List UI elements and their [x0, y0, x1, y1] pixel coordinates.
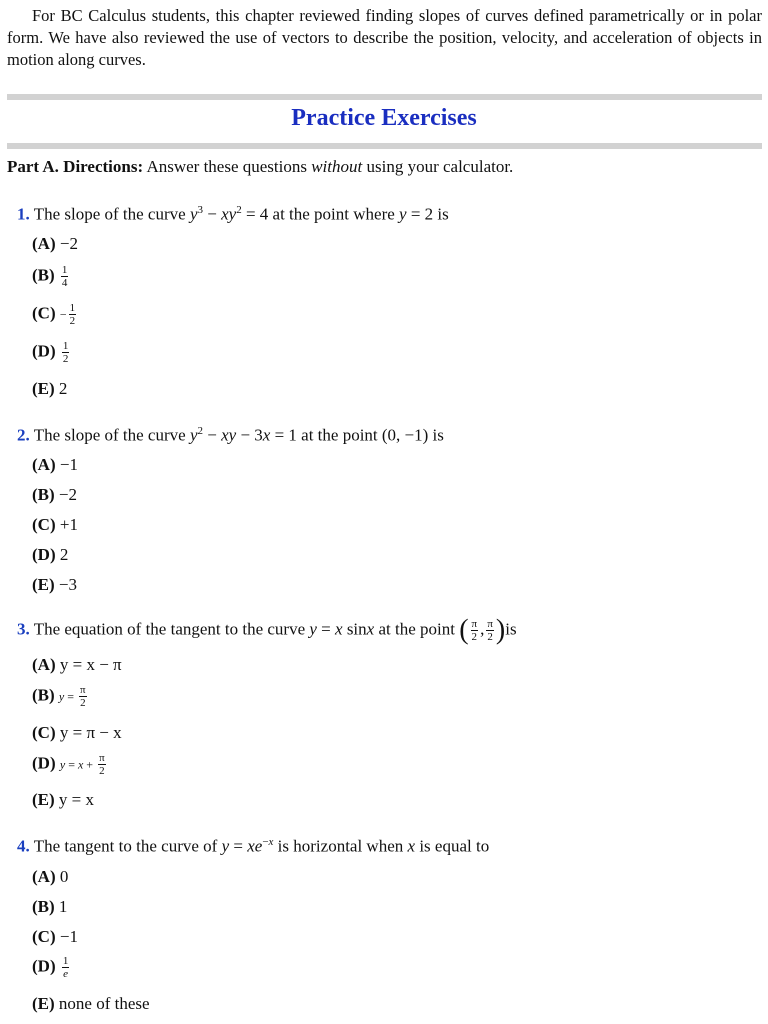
option-label: (C)	[32, 303, 56, 323]
option-text: y = x	[58, 790, 95, 809]
option-label: (C)	[32, 723, 56, 742]
question-number: 4.	[17, 836, 30, 856]
option-text: y = x − π	[59, 655, 122, 674]
question-1: 1. The slope of the curve $y^3 - xy^2 = 4$ at the point where y = 2 is	[17, 204, 449, 224]
option-text: 2	[59, 545, 69, 564]
option-label: (D)	[32, 341, 56, 361]
option-2c[interactable]	[32, 515, 78, 535]
option-text: y = π − x	[59, 723, 122, 742]
fraction-pi-2: $\frac{\pi}{2}$	[80, 684, 86, 709]
option-2b[interactable]	[32, 485, 77, 505]
question-4: 4. The tangent to the curve of $y = xe^{-x}$ is horizontal when x is equal to	[17, 836, 490, 856]
directions	[7, 157, 513, 177]
option-3d[interactable]: (D) y = x + $\frac{\pi}{2}$	[32, 752, 105, 777]
option-text: none of these	[58, 994, 150, 1013]
option-3a[interactable]	[32, 655, 122, 675]
option-text: −2	[58, 485, 78, 504]
option-4b[interactable]	[32, 897, 67, 917]
option-2a[interactable]	[32, 455, 78, 475]
option-1a[interactable]	[32, 234, 78, 254]
question-2: 2. The slope of the curve $y^2$ − xy − 3x = 1 at the point (0, −1) is	[17, 425, 444, 445]
option-label: (D)	[32, 956, 56, 976]
option-label: (C)	[32, 927, 56, 946]
option-label: (B)	[32, 485, 55, 504]
directions-label: Part A. Directions:	[7, 157, 144, 176]
question-3: 3. The equation of the tangent to the curve y = x sinx at the point ( $\frac{\pi}{2}$ , $\frac{\pi}{2}$ )is	[17, 614, 517, 646]
fraction-1-4: $\frac{1}{4}$	[61, 264, 68, 289]
fraction-1-e: $\frac{1}{e}$	[62, 955, 69, 980]
option-label: (D)	[32, 545, 56, 564]
option-1b[interactable]	[32, 264, 70, 289]
option-text: −3	[58, 575, 78, 594]
option-text: −1	[59, 455, 78, 474]
fraction-neg-1-2: $\frac{1}{2}$	[69, 302, 76, 327]
option-text: −2	[59, 234, 78, 253]
option-label: (B)	[32, 685, 55, 705]
option-4a[interactable]	[32, 867, 68, 887]
intro-paragraph	[7, 5, 762, 71]
option-3e[interactable]	[32, 790, 94, 810]
directions-text: Answer these questions	[146, 157, 307, 176]
option-label: (D)	[32, 753, 56, 773]
option-2e[interactable]	[32, 575, 77, 595]
top-divider	[7, 94, 762, 100]
option-text: 2	[58, 379, 68, 398]
fraction-pi-2: $\frac{\pi}{2}$	[99, 752, 105, 777]
option-label: (A)	[32, 867, 56, 886]
option-label: (E)	[32, 790, 55, 809]
section-heading: Practice Exercises	[291, 105, 477, 131]
option-4e[interactable]	[32, 994, 150, 1014]
option-label: (B)	[32, 897, 55, 916]
option-label: (E)	[32, 994, 55, 1013]
option-label: (A)	[32, 655, 56, 674]
question-number: 3.	[17, 619, 30, 639]
option-3c[interactable]	[32, 723, 122, 743]
bottom-divider	[7, 143, 762, 149]
option-label: (E)	[32, 575, 55, 594]
fraction-1-2: $\frac{1}{2}$	[62, 340, 69, 365]
question-number: 2.	[17, 425, 30, 445]
directions-emphasis: without	[311, 157, 363, 176]
option-label: (E)	[32, 379, 55, 398]
intro-text: For BC Calculus students, this chapter reviewed finding slopes of curves defined parametrically or in polar form. We have also reviewed the use of vectors to describe the position, velocity, and acceleration of objects in motion along curves.	[7, 6, 762, 69]
option-text: +1	[59, 515, 78, 534]
option-label: (A)	[32, 234, 56, 253]
option-4d[interactable]	[32, 955, 71, 980]
option-label: (C)	[32, 515, 56, 534]
option-4c[interactable]	[32, 927, 78, 947]
question-number: 1.	[17, 204, 30, 224]
directions-text-end: using your calculator.	[366, 157, 514, 176]
option-3b[interactable]: (B) y = $\frac{\pi}{2}$	[32, 684, 86, 709]
option-1d[interactable]	[32, 340, 71, 365]
option-1c[interactable]: (C) − $\frac{1}{2}$	[32, 302, 76, 327]
option-2d[interactable]	[32, 545, 68, 565]
option-text: 0	[59, 867, 69, 886]
option-text: 1	[58, 897, 68, 916]
option-label: (B)	[32, 265, 55, 285]
option-text: −1	[59, 927, 78, 946]
option-label: (A)	[32, 455, 56, 474]
option-1e[interactable]	[32, 379, 67, 399]
